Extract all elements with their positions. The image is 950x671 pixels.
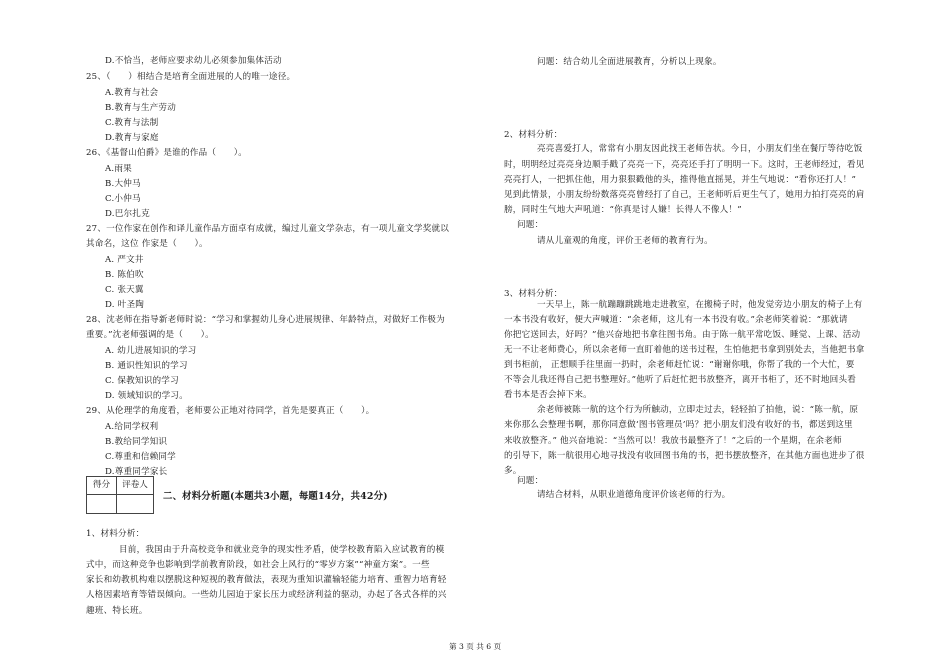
score-label: 得分 (87, 477, 117, 494)
material2-title: 2、材料分析： (504, 130, 563, 140)
q25-option-d: D.教育与家庭 (105, 133, 159, 143)
material1-line: 趣班、特长班。 (86, 606, 148, 616)
material3-line: 的引导下，陈一航很用心地寻找没有收回图书角的书，把书摆放整齐，在其他方面也进步了很 (504, 451, 865, 461)
material1-title: 1、材料分析： (86, 529, 145, 539)
material3-line: 来收放整齐。” 他兴奋地说：“当然可以！我放书最整齐了！”之后的一个星期，在余老师 (504, 436, 842, 446)
q28-stem-line1: 28、沈老师在指导新老师时说：“学习和掌握幼儿身心进展规律、年龄特点，对做好工作极为 (86, 315, 445, 325)
material3-line: 多。 (504, 466, 522, 476)
material2-line: 时，明明经过亮亮身边顺手戳了亮亮一下，亮亮还手打了明明一下。这时，王老师经过，看见 (504, 160, 865, 170)
q25-option-a: A.教育与社会 (105, 88, 159, 98)
material2-line: 亮亮喜爱打人，常常有小朋友因此找王老师告状。今日，小朋友们坐在餐厅等待吃饭 (537, 144, 863, 154)
q29-stem: 29、从伦理学的角度看，老师要公正地对待同学，首先是要真正（ ）。 (86, 406, 375, 416)
material2-question-label: 问题： (517, 220, 544, 230)
score-table (86, 476, 154, 514)
q26-option-d: D.巴尔扎克 (105, 209, 150, 219)
q29-option-b: B.教给同学知识 (105, 437, 168, 447)
q26-option-c: C.小仲马 (105, 194, 141, 204)
material3-line: 到书柜前， 正想顺手往里面一扔时，余老师赶忙说：“谢谢你哦，你帮了我的一个大忙，要 (504, 360, 855, 370)
material2-line: 见到此情景，小朋友纷纷数落亮亮曾经打了自己，王老师听后更生气了，她用力拍打亮亮的肩 (504, 190, 865, 200)
material2-line: 膀，同时生气地大声吼道：“你真是讨人嫌！长得人不像人！” (504, 205, 742, 215)
q26-stem: 26、《基督山伯爵》是谁的作品（ ）。 (86, 148, 248, 158)
q26-option-b: B.大仲马 (105, 179, 141, 189)
material3-question: 请结合材料，从职业道德角度评价该老师的行为。 (537, 490, 731, 500)
material3-line: 不等会儿我还得自己把书整理好。”他听了后赶忙把书放整齐，离开书柜了，还不时地回头看 (504, 375, 857, 385)
material1-line: 式中，而这种竞争也影响到学前教育阶段，如社会上风行的“零岁方案”“神童方案”。一些 (86, 560, 430, 570)
material3-line: 余老师被陈一航的这个行为所触动，立即走过去，轻轻拍了拍他，说：“陈一航，原 (537, 405, 859, 415)
q27-option-b: B. 陈伯吹 (105, 270, 144, 280)
material2-line: 亮亮打人，一把抓住他，用力狠狠戳他的头，推得他直摇晃，并生气地说：“看你还打人！” (504, 175, 857, 185)
material3-line: 你把它送回去，好吗？”他兴奋地把书拿往图书角。由于陈一航平常吃饭、睡觉、上课、活动 (504, 330, 861, 340)
material2-question: 请从儿童观的角度，评价王老师的教育行为。 (537, 236, 713, 246)
page-number: 第 3 页 共 6 页 (448, 642, 502, 651)
grader-blank-cell[interactable] (117, 495, 153, 513)
material1-line: 目前，我国由于升高校竞争和就业竞争的现实性矛盾，使学校教育陷入应试教育的模 (119, 545, 445, 555)
q26-option-a: A.雨果 (105, 164, 132, 174)
q28-option-c: C. 保教知识的学习 (105, 376, 179, 386)
score-table-blank-row (87, 495, 153, 513)
q27-option-a: A. 严文井 (105, 255, 144, 265)
q25-option-b: B.教育与生产劳动 (105, 103, 177, 113)
material1-line: 家长和幼教机构难以摆脱这种短视的教育做法，表现为重知识灌输轻能力培育、重智力培育轻 (86, 575, 447, 585)
q29-option-d: D.尊重同学家长 (105, 467, 168, 477)
q25-option-c: C.教育与法制 (105, 118, 159, 128)
q27-stem-line1: 27、一位作家在创作和译儿童作品方面卓有成就，编过儿童文学杂志，有一项儿童文学奖就以 (86, 224, 450, 234)
q24-option-d: D.不恰当，老师应要求幼儿必须参加集体活动 (105, 56, 282, 66)
section-title: 二、材料分析题(本题共3小题，每题14分，共42分) (163, 491, 388, 502)
q27-stem-line2: 其命名，这位 作家是（ ）。 (86, 239, 208, 249)
q28-stem-line2: 重要。”沈老师强调的是（ ）。 (86, 330, 214, 340)
material3-line: 一天早上，陈一航蹦蹦跳跳地走进教室，在搬椅子时，他发觉旁边小朋友的椅子上有 (537, 300, 863, 310)
score-table-header (87, 477, 153, 495)
q27-option-c: C. 张天翼 (105, 285, 144, 295)
material3-line: 看书本是否会掉下来。 (504, 390, 592, 400)
score-blank-cell[interactable] (87, 495, 117, 513)
material3-line: 来你那么会整理书啊，那你同意做‘图书管理员’吗？把小朋友们没有收好的书，都送到这里 (504, 420, 853, 430)
q29-option-c: C.尊重和信赖同学 (105, 452, 176, 462)
q27-option-d: D. 叶圣陶 (105, 300, 145, 310)
q29-option-a: A.给同学权利 (105, 422, 159, 432)
q28-option-a: A. 幼儿进展知识的学习 (105, 346, 197, 356)
material3-line: 无一不让老师费心，所以余老师一直盯着他的送书过程，生怕他把书拿到别处去，当他把书拿 (504, 345, 865, 355)
material3-line: 一本书没有收好，便大声喊道：“余老师，这儿有一本书没有收。”余老师笑着说：“那就请 (504, 315, 848, 325)
grader-label: 评卷人 (122, 480, 148, 490)
q28-option-b: B. 通识性知识的学习 (105, 361, 188, 371)
material3-question-label: 问题： (517, 476, 544, 486)
material1-line: 人格因素培育等错误倾向。一些幼儿园迫于家长压力或经济利益的驱动，办起了各式各样的兴 (86, 590, 447, 600)
material3-title: 3、材料分析： (504, 289, 563, 299)
q25-stem: 25、（ ）相结合是培育全面进展的人的唯一途径。 (86, 72, 296, 82)
material1-question: 问题：结合幼儿全面进展教育，分析以上现象。 (537, 57, 722, 67)
q28-option-d: D. 领域知识的学习。 (105, 391, 188, 401)
